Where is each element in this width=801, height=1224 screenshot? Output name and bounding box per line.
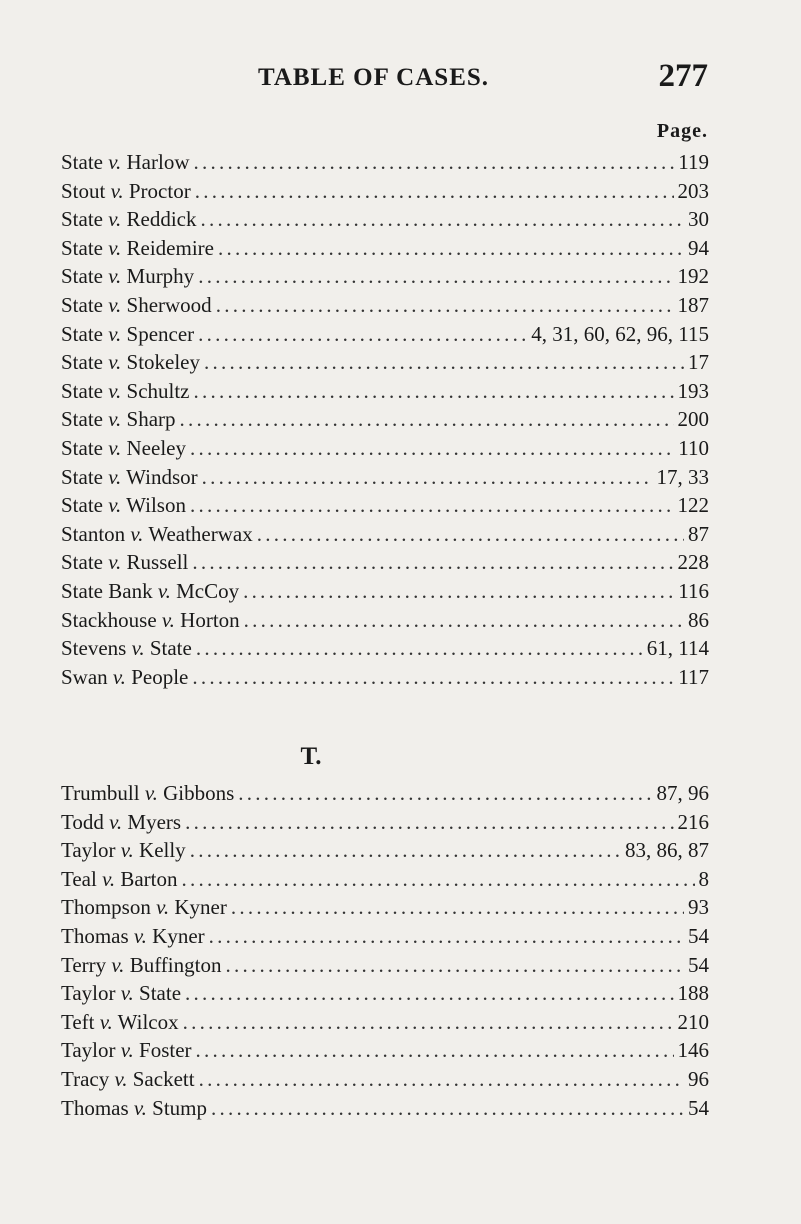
case-name xyxy=(61,405,176,434)
plaintiff: State xyxy=(61,235,103,260)
page-references: 87 xyxy=(688,521,709,546)
plaintiff: State xyxy=(61,350,103,375)
versus: v. xyxy=(120,838,134,863)
plaintiff: State xyxy=(61,264,103,289)
versus: v. xyxy=(108,292,122,317)
page-references: 4, 31, 60, 62, 96, 115 xyxy=(531,321,709,346)
defendant: Sackett xyxy=(132,1066,195,1091)
case-entry xyxy=(61,463,709,492)
versus: v. xyxy=(156,895,170,920)
page-references: 228 xyxy=(677,550,709,575)
defendant: Weatherwax xyxy=(148,521,253,546)
page-references: 193 xyxy=(677,378,709,403)
page-references: 86 xyxy=(688,607,709,632)
case-name xyxy=(61,262,194,291)
case-name xyxy=(61,951,221,980)
defendant: Horton xyxy=(180,607,240,632)
case-entry xyxy=(61,893,709,922)
entries-section-t xyxy=(61,779,709,1122)
defendant: Spencer xyxy=(126,321,195,346)
versus: v. xyxy=(108,350,122,375)
plaintiff: Tracy xyxy=(61,1066,110,1091)
case-name xyxy=(61,205,197,234)
case-name xyxy=(61,836,186,865)
leader-dots xyxy=(238,779,652,808)
defendant: Reidemire xyxy=(126,235,214,260)
page-references: 87, 96 xyxy=(656,781,709,805)
leader-dots xyxy=(204,348,684,377)
plaintiff: State xyxy=(61,550,103,575)
leader-dots xyxy=(198,320,527,349)
versus: v. xyxy=(108,264,122,289)
case-entry xyxy=(61,922,709,951)
defendant: Russell xyxy=(126,550,189,575)
page-references: 122 xyxy=(677,493,709,518)
versus: v. xyxy=(108,493,122,518)
case-entry xyxy=(61,1094,709,1123)
running-title: TABLE OF CASES. xyxy=(258,64,490,91)
leader-dots xyxy=(180,405,674,434)
versus: v. xyxy=(110,178,124,203)
leader-dots xyxy=(199,1065,684,1094)
leader-dots xyxy=(211,1094,684,1123)
page-references: 83, 86, 87 xyxy=(625,838,709,863)
case-entry xyxy=(61,377,709,406)
versus: v. xyxy=(108,321,122,346)
plaintiff: State xyxy=(61,321,103,346)
defendant: McCoy xyxy=(176,578,240,603)
case-entry xyxy=(61,205,709,234)
versus: v. xyxy=(131,636,145,661)
case-entry xyxy=(61,606,709,635)
defendant: Neeley xyxy=(126,435,186,460)
case-name xyxy=(61,177,191,206)
leader-dots xyxy=(209,922,684,951)
case-entry xyxy=(61,548,709,577)
page-references: 94 xyxy=(688,235,709,260)
defendant: Stump xyxy=(152,1095,208,1120)
defendant: People xyxy=(131,664,189,689)
leader-dots xyxy=(194,377,674,406)
defendant: Schultz xyxy=(126,378,190,403)
defendant: Buffington xyxy=(129,952,222,977)
leader-dots xyxy=(198,262,673,291)
leader-dots xyxy=(183,1008,674,1037)
leader-dots xyxy=(190,491,674,520)
versus: v. xyxy=(108,207,122,232)
plaintiff: Stevens xyxy=(61,636,127,661)
page-references: 188 xyxy=(677,981,709,1006)
versus: v. xyxy=(133,923,147,948)
case-entry xyxy=(61,348,709,377)
case-entry xyxy=(61,779,709,808)
case-name xyxy=(61,634,192,663)
case-name xyxy=(61,663,188,692)
leader-dots xyxy=(196,634,643,663)
page-column-label: Page. xyxy=(656,120,708,142)
case-name xyxy=(61,548,188,577)
defendant: Sherwood xyxy=(126,292,212,317)
page-references: 200 xyxy=(677,407,709,432)
page-references: 216 xyxy=(677,809,709,834)
case-entry xyxy=(61,262,709,291)
page-references: 187 xyxy=(677,292,709,317)
versus: v. xyxy=(108,150,122,174)
page-references: 54 xyxy=(688,923,709,948)
case-name xyxy=(61,979,181,1008)
plaintiff: State xyxy=(61,292,103,317)
plaintiff: Teal xyxy=(61,866,97,891)
page-references: 110 xyxy=(678,435,709,460)
page-references: 17, 33 xyxy=(656,464,709,489)
page-references: 119 xyxy=(678,150,709,174)
page-references: 96 xyxy=(688,1066,709,1091)
leader-dots xyxy=(185,808,673,837)
defendant: Windsor xyxy=(126,464,198,489)
page-references: 203 xyxy=(677,178,709,203)
leader-dots xyxy=(202,463,653,492)
plaintiff: Thomas xyxy=(61,923,129,948)
case-name xyxy=(61,606,240,635)
page-references: 8 xyxy=(698,866,709,891)
plaintiff: Taylor xyxy=(61,1038,116,1063)
leader-dots xyxy=(216,291,674,320)
leader-dots xyxy=(194,148,675,177)
case-name xyxy=(61,234,214,263)
plaintiff: Stackhouse xyxy=(61,607,157,632)
plaintiff: Taylor xyxy=(61,838,116,863)
defendant: Gibbons xyxy=(163,781,235,805)
plaintiff: Terry xyxy=(61,952,107,977)
versus: v. xyxy=(144,781,158,805)
defendant: Wilson xyxy=(126,493,186,518)
case-name xyxy=(61,865,178,894)
case-name xyxy=(61,577,239,606)
versus: v. xyxy=(108,464,122,489)
plaintiff: Swan xyxy=(61,664,108,689)
entries-section-s xyxy=(61,148,709,691)
case-name xyxy=(61,148,190,177)
plaintiff: Todd xyxy=(61,809,104,834)
versus: v. xyxy=(108,407,122,432)
case-entry xyxy=(61,1065,709,1094)
page-references: 117 xyxy=(678,664,709,689)
plaintiff: Taylor xyxy=(61,981,116,1006)
plaintiff: Trumbull xyxy=(61,781,140,805)
case-name xyxy=(61,291,212,320)
plaintiff: State xyxy=(61,435,103,460)
case-entry xyxy=(61,320,709,349)
defendant: Kyner xyxy=(152,923,205,948)
plaintiff: State xyxy=(61,150,103,174)
versus: v. xyxy=(133,1095,147,1120)
page-references: 54 xyxy=(688,1095,709,1120)
plaintiff: Thompson xyxy=(61,895,151,920)
case-name xyxy=(61,348,200,377)
page-references: 93 xyxy=(688,895,709,920)
defendant: Kyner xyxy=(174,895,227,920)
leader-dots xyxy=(182,865,695,894)
versus: v. xyxy=(130,521,144,546)
case-name xyxy=(61,1008,179,1037)
plaintiff: State xyxy=(61,378,103,403)
leader-dots xyxy=(243,577,674,606)
defendant: Kelly xyxy=(139,838,186,863)
versus: v. xyxy=(109,809,123,834)
leader-dots xyxy=(257,520,684,549)
plaintiff: State Bank xyxy=(61,578,153,603)
versus: v. xyxy=(99,1009,113,1034)
leader-dots xyxy=(190,836,621,865)
case-entry xyxy=(61,951,709,980)
plaintiff: Thomas xyxy=(61,1095,129,1120)
section-letter-t: T. xyxy=(300,743,322,770)
case-entry xyxy=(61,234,709,263)
case-name xyxy=(61,1065,195,1094)
versus: v. xyxy=(108,235,122,260)
versus: v. xyxy=(108,550,122,575)
versus: v. xyxy=(111,952,125,977)
case-name xyxy=(61,520,253,549)
case-entry xyxy=(61,148,709,177)
defendant: Sharp xyxy=(126,407,176,432)
plaintiff: State xyxy=(61,493,103,518)
defendant: Barton xyxy=(120,866,178,891)
case-entry xyxy=(61,634,709,663)
defendant: Harlow xyxy=(126,150,190,174)
leader-dots xyxy=(244,606,684,635)
defendant: Wilcox xyxy=(117,1009,179,1034)
plaintiff: State xyxy=(61,464,103,489)
leader-dots xyxy=(218,234,684,263)
page-references: 30 xyxy=(688,207,709,232)
leader-dots xyxy=(231,893,684,922)
case-entry xyxy=(61,577,709,606)
defendant: Foster xyxy=(139,1038,192,1063)
defendant: Reddick xyxy=(126,207,197,232)
case-name xyxy=(61,922,205,951)
defendant: State xyxy=(149,636,192,661)
case-name xyxy=(61,779,234,808)
leader-dots xyxy=(196,1036,674,1065)
case-entry xyxy=(61,808,709,837)
case-entry xyxy=(61,434,709,463)
plaintiff: State xyxy=(61,207,103,232)
case-entry xyxy=(61,491,709,520)
versus: v. xyxy=(161,607,175,632)
page-references: 192 xyxy=(677,264,709,289)
running-head xyxy=(258,58,708,102)
case-entry xyxy=(61,291,709,320)
leader-dots xyxy=(192,548,673,577)
leader-dots xyxy=(190,434,674,463)
plaintiff: Teft xyxy=(61,1009,95,1034)
defendant: Myers xyxy=(127,809,182,834)
versus: v. xyxy=(114,1066,128,1091)
case-entry xyxy=(61,865,709,894)
case-name xyxy=(61,1094,207,1123)
page-references: 54 xyxy=(688,952,709,977)
versus: v. xyxy=(112,664,126,689)
case-name xyxy=(61,320,194,349)
page-references: 61, 114 xyxy=(646,636,709,661)
leader-dots xyxy=(192,663,674,692)
defendant: Stokeley xyxy=(126,350,201,375)
page-references: 210 xyxy=(677,1009,709,1034)
plaintiff: Stout xyxy=(61,178,106,203)
defendant: Proctor xyxy=(128,178,191,203)
page-references: 146 xyxy=(677,1038,709,1063)
plaintiff: State xyxy=(61,407,103,432)
case-entry xyxy=(61,979,709,1008)
plaintiff: Stanton xyxy=(61,521,126,546)
versus: v. xyxy=(157,578,171,603)
case-entry xyxy=(61,1008,709,1037)
page-references: 17 xyxy=(688,350,709,375)
case-entry xyxy=(61,663,709,692)
page-references: 116 xyxy=(678,578,709,603)
versus: v. xyxy=(120,1038,134,1063)
case-entry xyxy=(61,405,709,434)
case-name xyxy=(61,491,186,520)
case-entry xyxy=(61,177,709,206)
versus: v. xyxy=(108,435,122,460)
case-entry xyxy=(61,520,709,549)
defendant: State xyxy=(139,981,182,1006)
case-entry xyxy=(61,1036,709,1065)
leader-dots xyxy=(201,205,685,234)
leader-dots xyxy=(185,979,673,1008)
versus: v. xyxy=(120,981,134,1006)
versus: v. xyxy=(108,378,122,403)
case-name xyxy=(61,1036,192,1065)
case-name xyxy=(61,377,190,406)
leader-dots xyxy=(195,177,674,206)
versus: v. xyxy=(102,866,116,891)
case-name xyxy=(61,808,181,837)
defendant: Murphy xyxy=(126,264,195,289)
leader-dots xyxy=(225,951,684,980)
case-name xyxy=(61,463,198,492)
case-name xyxy=(61,434,186,463)
page-number: 277 xyxy=(658,58,708,94)
case-name xyxy=(61,893,227,922)
case-entry xyxy=(61,836,709,865)
